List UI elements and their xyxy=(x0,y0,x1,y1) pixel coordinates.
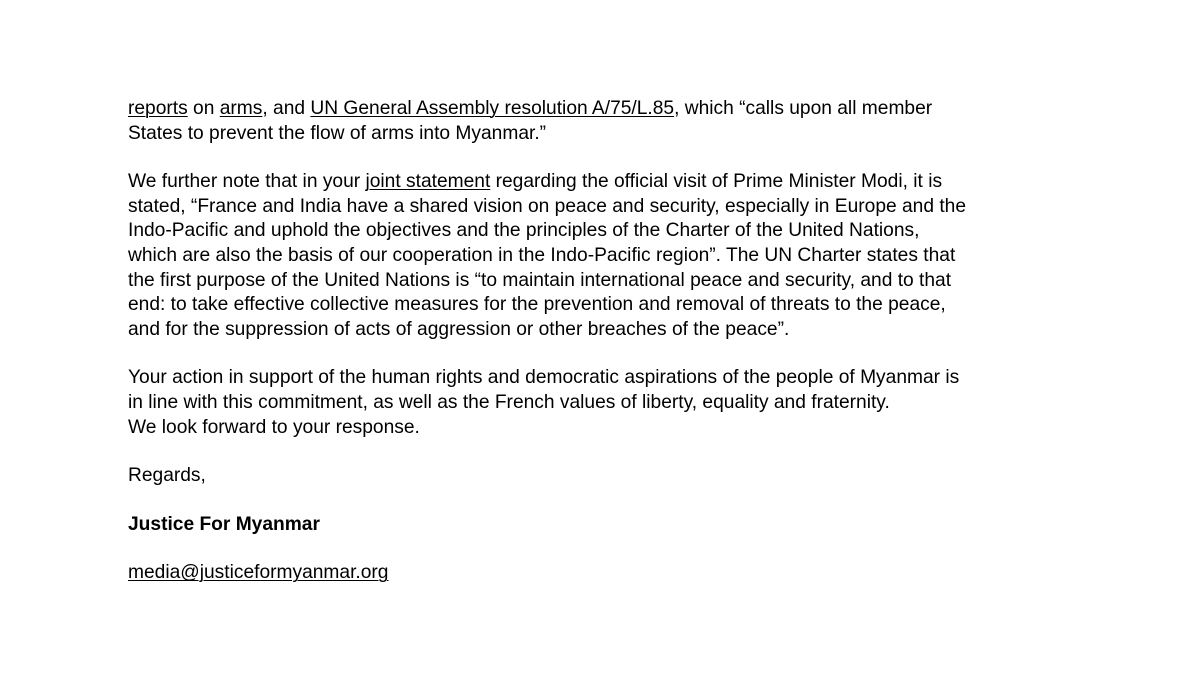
reports-link[interactable]: reports xyxy=(128,98,188,119)
joint-statement-link[interactable]: joint statement xyxy=(365,171,491,193)
arms-link[interactable]: arms xyxy=(219,98,263,119)
paragraph-text: , and xyxy=(262,98,311,119)
paragraph-commitment: Your action in support of the human rights and democratic aspirations of the people of Myanmar is in line with this commitment, as well as the French values of liberty, equality and fraternity. We look forward to your response. xyxy=(128,367,960,438)
email-link[interactable]: media@justiceformyanmar.org xyxy=(128,562,389,584)
resolution-link[interactable]: UN General Assembly resolution A/75/L.85 xyxy=(310,98,675,119)
email-paragraph xyxy=(128,561,1138,586)
document-page xyxy=(128,97,1138,586)
paragraph-text: regarding the official visit of Prime Minister Modi, it is stated, “France and India have a shared vision on peace and security, especially in Europe and the Indo-Pacific and uphold the objectives and the principles of the Charter of the United Nations, which are also the basis of our cooperation in the Indo-Pacific region”. The UN Charter states that the first purpose of the United Nations is “to maintain international peace and security, and to that end: to take effective collective measures for the prevention and removal of threats to the peace, and for the suppression of acts of aggression or other breaches of the peace”. xyxy=(128,171,967,340)
paragraph-text: We further note that in your xyxy=(128,171,366,193)
signature-name: Justice For Myanmar xyxy=(128,513,320,535)
closing-text: Regards, xyxy=(128,465,206,487)
paragraph-joint-statement xyxy=(128,170,1138,342)
paragraph-text: , which “calls upon all member States to prevent the flow of arms into Myanmar.” xyxy=(128,98,933,144)
paragraph-text: on xyxy=(187,98,220,119)
paragraph-arms-resolution xyxy=(128,97,1138,146)
